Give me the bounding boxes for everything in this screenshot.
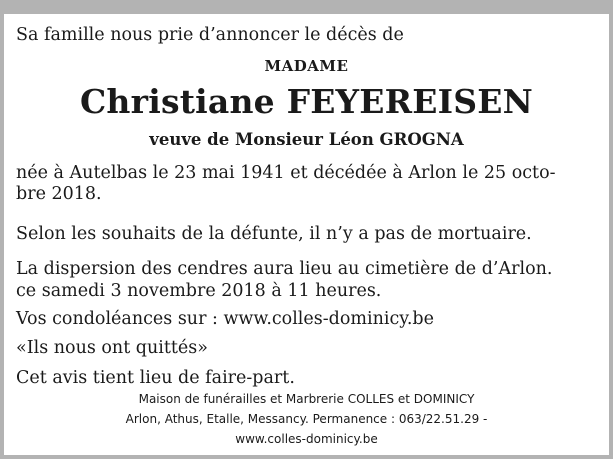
honorific-title: MADAME [264, 57, 349, 75]
funeral-home-website: www.colles-dominicy.be [235, 432, 378, 446]
death-notice-card [4, 14, 609, 455]
announcement-lead: Sa famille nous prie d’annoncer le décès de [16, 25, 404, 45]
closing-line: Cet avis tient lieu de faire-part. [16, 368, 295, 388]
birth-death-line-2: bre 2018. [16, 184, 102, 204]
funeral-home-contact: Arlon, Athus, Etalle, Messancy. Permanence : 063/22.51.29 - [125, 412, 488, 426]
quote-line: «Ils nous ont quittés» [16, 338, 208, 358]
dispersion-line-1: La dispersion des cendres aura lieu au cimetière de d’Arlon. [16, 259, 553, 279]
birth-death-line-1: née à Autelbas le 23 mai 1941 et décédée à Arlon le 25 octo- [16, 163, 556, 183]
widow-of-line: veuve de Monsieur Léon GROGNA [149, 130, 464, 149]
funeral-home-name: Maison de funérailles et Marbrerie COLLES et DOMINICY [138, 392, 475, 406]
dispersion-line-2: ce samedi 3 novembre 2018 à 11 heures. [16, 281, 382, 301]
wishes-line: Selon les souhaits de la défunte, il n’y a pas de mortuaire. [16, 224, 532, 244]
deceased-name: Christiane FEYEREISEN [79, 82, 534, 121]
condolences-line: Vos condoléances sur : www.colles-dominicy.be [16, 309, 434, 329]
